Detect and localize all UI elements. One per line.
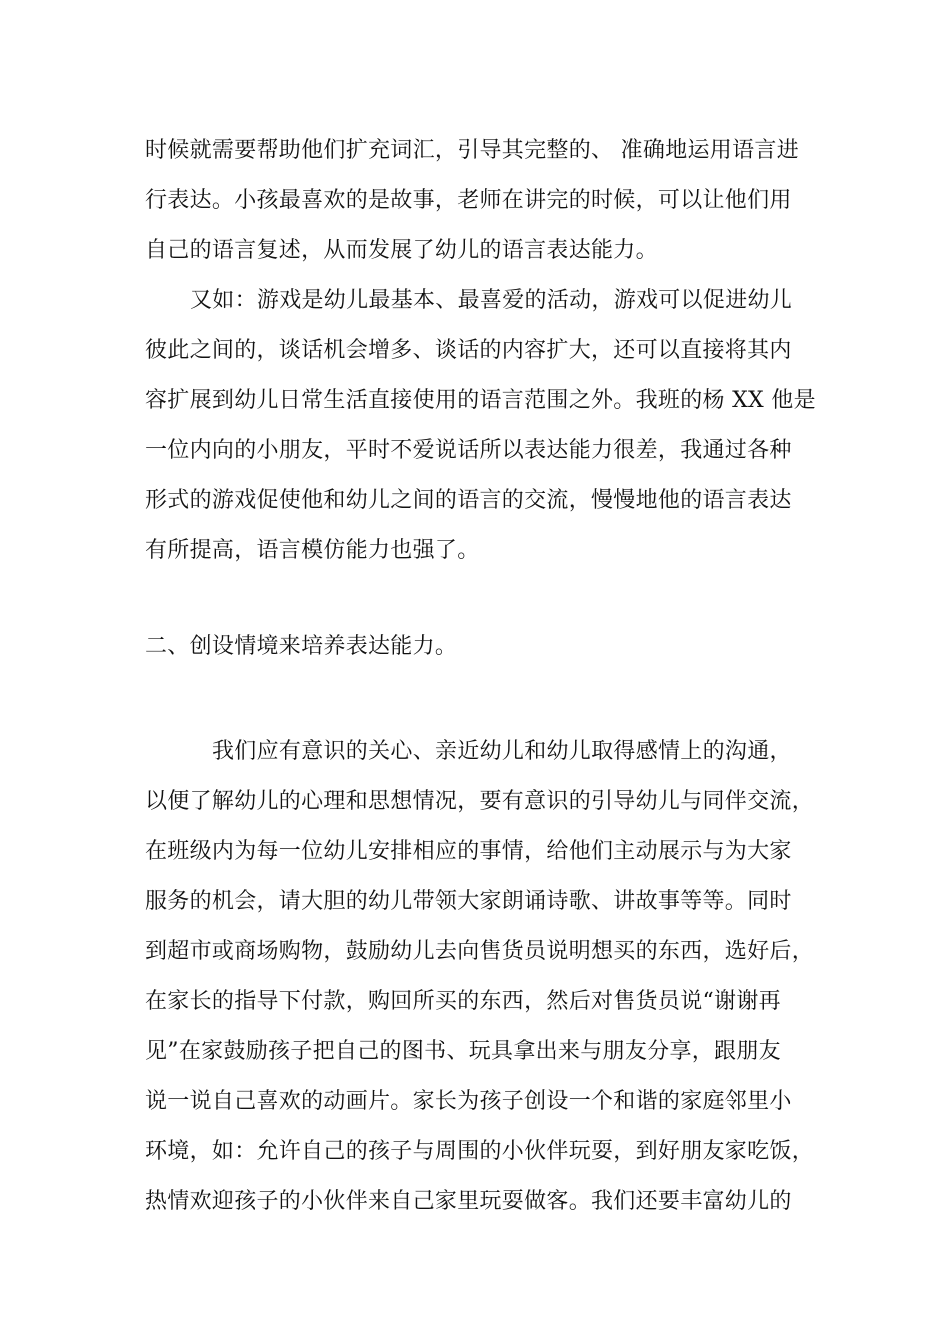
text-line: 到超市或商场购物，鼓励幼儿去向售货员说明想买的东西，选好后，	[145, 939, 815, 964]
text-line: 一位内向的小朋友，平时不爱说话所以表达能力很差，我通过各种	[145, 438, 792, 463]
text-line: 又如：游戏是幼儿最基本、最喜爱的活动，游戏可以促进幼儿	[190, 288, 793, 313]
text-line: 我们应有意识的关心、亲近幼儿和幼儿取得感情上的沟通，	[212, 739, 792, 764]
text-line: 容扩展到幼儿日常生活直接使用的语言范围之外。我班的杨 XX 他是	[145, 388, 816, 413]
text-line: 形式的游戏促使他和幼儿之间的语言的交流，慢慢地他的语言表达	[145, 488, 792, 513]
text-line: 以便了解幼儿的心理和思想情况，要有意识的引导幼儿与同伴交流，	[145, 789, 815, 814]
text-line: 见”在家鼓励孩子把自己的图书、玩具拿出来与朋友分享，跟朋友	[145, 1039, 781, 1064]
text-line: 时候就需要帮助他们扩充词汇，引导其完整的、 准确地运用语言进	[145, 138, 799, 163]
text-line: 行表达。小孩最喜欢的是故事，老师在讲完的时候，可以让他们用	[145, 188, 792, 213]
text-line: 有所提高，语言模仿能力也强了。	[145, 538, 480, 563]
text-line: 服务的机会，请大胆的幼儿带领大家朗诵诗歌、讲故事等等。同时	[145, 889, 792, 914]
text-line: 热情欢迎孩子的小伙伴来自己家里玩耍做客。我们还要丰富幼儿的	[145, 1189, 792, 1214]
text-line: 彼此之间的，谈话机会增多、谈话的内容扩大，还可以直接将其内	[145, 338, 792, 363]
text-line: 环境，如：允许自己的孩子与周围的小伙伴玩耍，到好朋友家吃饭，	[145, 1139, 815, 1164]
text-line: 在班级内为每一位幼儿安排相应的事情，给他们主动展示与为大家	[145, 839, 792, 864]
section-heading: 二、创设情境来培养表达能力。	[145, 634, 458, 659]
text-line: 说一说自己喜欢的动画片。家长为孩子创设一个和谐的家庭邻里小	[145, 1089, 792, 1114]
text-line: 在家长的指导下付款，购回所买的东西，然后对售货员说“谢谢再	[145, 989, 781, 1014]
text-line: 自己的语言复述，从而发展了幼儿的语言表达能力。	[145, 238, 658, 263]
